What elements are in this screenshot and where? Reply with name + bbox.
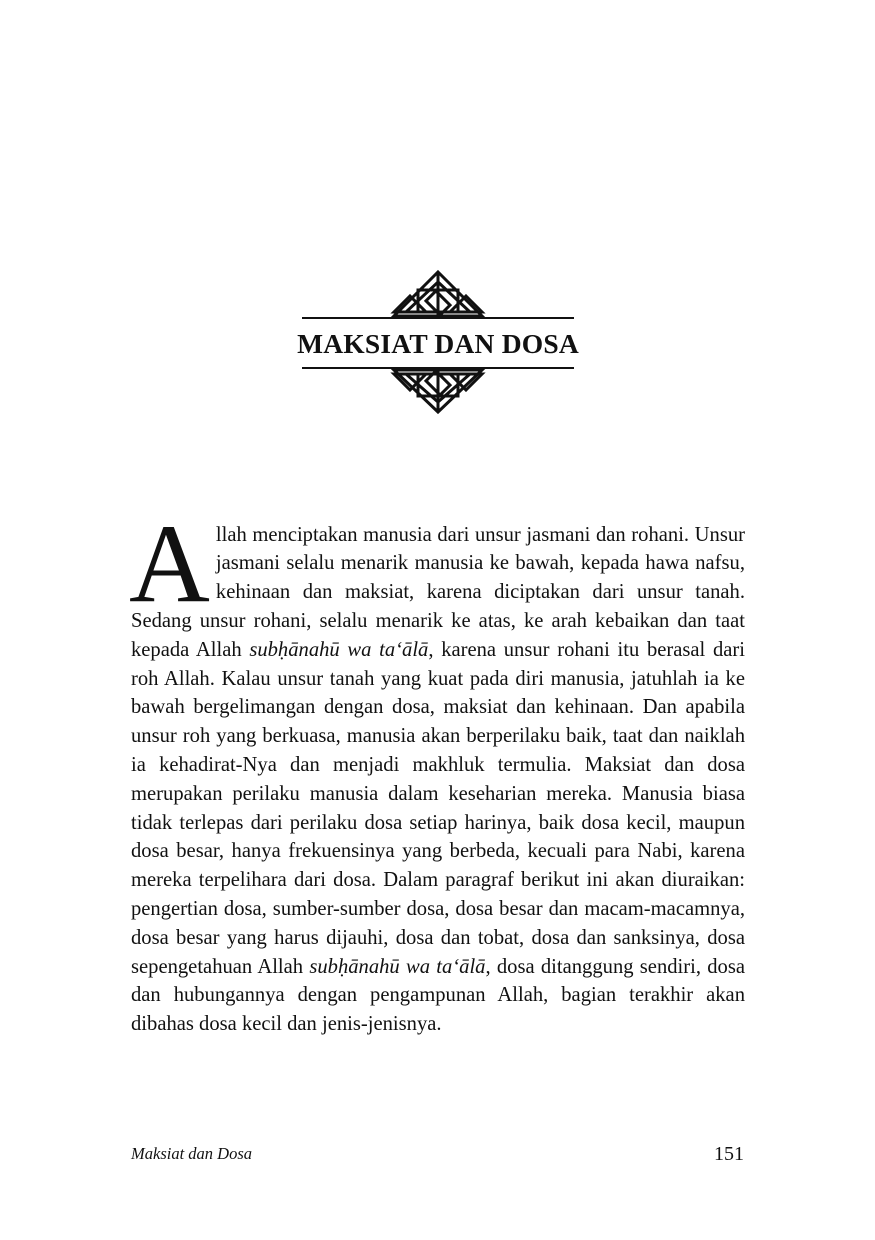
body-paragraph xyxy=(129,501,745,1039)
page-number: 151 xyxy=(714,1143,744,1165)
text-segment: llah menciptakan manusia dari unsur jasmani dan rohani. Unsur jasmani selalu menarik manusia ke bawah, kepada hawa nafsu, kehinaan dan maksiat, karena diciptakan dari unsur tanah. Sedang unsur rohani, selalu menarik ke atas, ke arah kebaikan dan taat kepada Allah xyxy=(131,523,745,661)
chapter-title: MAKSIAT DAN DOSA xyxy=(297,328,579,359)
text-segment: , dosa ditanggung sendiri, dosa dan hubungannya dengan pengampunan Allah, bagian terakhir akan dibahas dosa kecil dan jenis-jenisnya. xyxy=(131,955,745,1036)
italic-phrase: subḥānahū wa ta‘ālā xyxy=(309,955,486,978)
drop-cap: A xyxy=(129,501,210,626)
italic-phrase: subḥānahū wa ta‘ālā xyxy=(249,638,429,661)
text-segment: , karena unsur rohani itu berasal dari roh Allah. Kalau unsur tanah yang kuat pada diri manusia, jatuhlah ia ke bawah bergelimangan dengan dosa, maksiat dan kehinaan. Dan apabila unsur roh yang berkuasa, manusia akan berperilaku baik, taat dan naiklah ia kehadirat-Nya dan menjadi makhluk termulia. Maksiat dan dosa merupakan perilaku manusia dalam keseharian mereka. Manusia biasa tidak terlepas dari perilaku dosa setiap harinya, baik dosa kecil, maupun dosa besar, hanya frekuensinya yang berbeda, kecuali para Nabi, karena mereka terpelihara dari dosa. Dalam paragraf berikut ini akan diuraikan: pengertian dosa, sumber-sumber dosa, dosa besar dan macam-macamnya, dosa besar yang harus dijauhi, dosa dan tobat, dosa dan sanksinya, dosa sepengetahuan Allah xyxy=(131,638,745,978)
running-footer-title: Maksiat dan Dosa xyxy=(131,1144,252,1163)
